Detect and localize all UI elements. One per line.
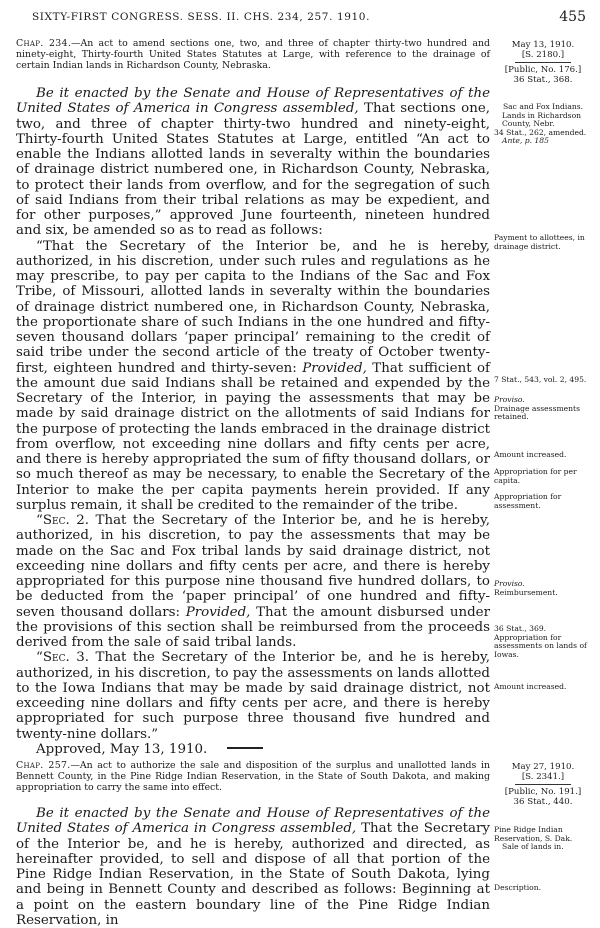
margin-stat-ref: 34 Stat., 262, amended. (494, 127, 587, 137)
margin-note-sac-fox (494, 103, 592, 146)
margin-sac-fox: Sac and Fox Indians. (502, 102, 584, 111)
section-2: “Sec. 2. That the Secretary of the Interior be, and he is hereby, authorized, in his discretion, to pay the assessments that may be made on the Sac and Fox tribal lands by said drainage district, not exceeding nine dollars and fifty cents per acre, and there is hereby appropriated for this purpose nine thousand five hundred dollars, to be deducted from the ‘paper principal’ of one hundred and fifty-seven thousand dollars: Provided, That the amount disbursed under the provisions of this section shall be reimbursed from the proceeds derived from the sale of said tribal lands. (16, 513, 490, 650)
section-2-text-b: That the amount disbursed under the provisions of this section shall be reimbursed from the proceeds derived from the sale of said tribal lands. (16, 604, 490, 650)
section-3-tag: Sec. 3. (42, 650, 90, 666)
section-3-text: That the Secretary of the Interior be, and he is hereby, authorized, in his discretion, to pay the assessments on lands allotted to the Iowa Indians that may be made by said drainage district, not exceeding nine dollars and fifty cents per acre, and there is hereby appropriated for such purpose three thousand five hundred and twenty-nine dollars.” (16, 650, 490, 742)
running-header (16, 9, 586, 27)
margin-note-proviso-2 (494, 580, 592, 597)
chapter-257-public: [Public, No. 191.] (504, 787, 582, 797)
margin-pine-ridge: Pine Ridge Indian Reservation, S. Dak. (494, 825, 573, 843)
margin-note-approp-capita: Appropriation for per capita. (494, 467, 577, 485)
enacting-italic-2: Be it enacted by the Senate and House of Representatives of the United States of America in Congress assembled, (16, 806, 490, 837)
chapter-234-title-block (16, 38, 490, 71)
margin-note-amount-increased: Amount increased. (494, 450, 567, 459)
chapter-234-stat: 36 Stat., 368. (513, 75, 573, 85)
chapter-257-dates (494, 762, 592, 807)
enacting-clause-2 (16, 806, 490, 928)
chapter-234-bill: [S. 2180.] (521, 50, 565, 60)
margin-drainage: Drainage assessments retained. (494, 403, 581, 422)
margin-ante: Ante, p. 185 (502, 136, 549, 146)
chapter-257-title (16, 760, 490, 793)
page-number: 455 (559, 9, 586, 25)
margin-lands: Lands in Richardson County, Nebr. (502, 110, 582, 129)
margin-note-iowas (494, 625, 592, 659)
margin-note-pine-ridge (494, 826, 592, 852)
paragraph-1: That sections one, two, and three of chapter thirty-two hundred and ninety-eight, Thirty-fourth United States Statutes at Large, entitled “An act to enable the Indians allotted lands in severalty within the boundaries of drainage district numbered one, in Richardson County, Nebraska, to protect their lands from overflow, and for the segregation of such of said Indians from their tribal relations as may be expedient, and for other purposes,” approved June fourteenth, nineteen hundred and six, be amended so as to read as follows: (16, 101, 490, 239)
chapter-257-body (16, 806, 490, 928)
margin-approp-iowas: Appropriation for assessments on lands of Iowas. (494, 632, 587, 659)
chapter-234-date: May 13, 1910. (511, 40, 575, 50)
margin-note-payment: Payment to allottees, in drainage district. (494, 233, 585, 251)
section-1-text-b: That sufficient of the amount due said Indians shall be retained and expended by the Secretary of the Interior, in paying the assessments that may be made by said drainage district on the allotments of said Indians for the purpose of protecting the lands embraced in the drainage district from overflow, not exceeding nine dollars and fifty cents per acre, and there is hereby appropriated the sum of fifty thousand dollars, or so much thereof as may be necessary, to enable the Secretary of the Interior to make the per capita payments herein provided. If any surplus remain, it shall be credited to the remainder of the tribe. (16, 360, 490, 513)
margin-note-amount-increased-2: Amount increased. (494, 682, 567, 691)
margin-note-description: Description. (494, 883, 542, 892)
chapter-257-title-text: —An act to authorize the sale and disposition of the surplus and unallotted lands in Bennett County, in the Pine Ridge Indian Reservation, in the State of South Dakota, and making appropriation to carry the same into effect. (16, 760, 490, 793)
chapter-234-public: [Public, No. 176.] (504, 65, 582, 75)
margin-note-stat7: 7 Stat., 543, vol. 2, 495. (494, 375, 587, 384)
chapter-257-date: May 27, 1910. (511, 762, 575, 772)
chapter-234-title (16, 38, 490, 71)
margin-note-proviso (494, 396, 592, 422)
chapter-257-stat: 36 Stat., 440. (513, 797, 573, 807)
approved-line: Approved, May 13, 1910. (36, 741, 208, 757)
running-head: SIXTY-FIRST CONGRESS. SESS. II. CHS. 234, 257. 1910. (32, 11, 371, 23)
chapter-257-tag: Chap. 257. (16, 760, 71, 771)
section-1-provided: Provided, (302, 360, 367, 376)
section-divider (227, 747, 263, 749)
chapter-234-dates (494, 40, 592, 85)
chapter-234-tag: Chap. 234. (16, 38, 72, 49)
margin-stat36: 36 Stat., 369. (494, 624, 547, 633)
date-divider (515, 62, 571, 63)
enacting-italic-1: Be it enacted by the Senate and House of Representatives of the United States of America in Congress assembled, (16, 86, 490, 117)
margin-sale: Sale of lands in. (502, 842, 564, 852)
section-1 (16, 239, 490, 514)
chapter-257-bill: [S. 2341.] (521, 772, 565, 782)
section-1-text-a: “That the Secretary of the Interior be, and he is hereby, authorized, in his discretion, under such rules and regulations as he may prescribe, to pay per capita to the Indians of the Sac and Fox Tribe, of Missouri, allotted lands in severalty within the boundaries of drainage district numbered one, in Richardson County, Nebraska, the proportionate share of such Indians in the one hundred and fifty-seven thousand dollars ‘paper principal’ remaining to the credit of said tribe under the second article of the treaty of October twenty-first, eighteen hundred and thirty-seven: (16, 238, 490, 376)
date-divider-2 (515, 784, 571, 785)
section-2-text-a: That the Secretary of the Interior be, and he is hereby, authorized, in his discretion, to pay the assessments that may be made on the Sac and Fox tribal lands by said drainage district, not exceeding nine dollars and fifty cents per acre, and there is hereby appropriated for this purpose nine thousand five hundred dollars, to be deducted from the ‘paper principal’ of one hundred and fifty-seven thousand dollars: (16, 513, 490, 620)
enacting-clause-1 (16, 86, 490, 239)
chapter-234-title-text: —An act to amend sections one, two, and three of chapter thirty-two hundred and ninety-eight, Thirty-fourth United States Statutes at Large, with reference to the drainage of certain Indian lands in Richardson County, Nebraska. (16, 38, 490, 71)
margin-proviso-2: Proviso. (494, 579, 525, 588)
section-3: “Sec. 3. That the Secretary of the Interior be, and he is hereby, authorized, in his discretion, to pay the assessments on lands allotted to the Iowa Indians that may be made by said drainage district, not exceeding nine dollars and fifty cents per acre, and there is hereby appropriated for such purpose three thousand five hundred and twenty-nine dollars.” (16, 650, 490, 742)
chapter-234-body (16, 86, 490, 757)
margin-reimbursement: Reimbursement. (494, 587, 558, 597)
section-2-provided: Provided, (185, 604, 251, 620)
paragraph-257-1: That the Secretary of the Interior be, and he is hereby, authorized and directed, as hereinafter provided, to sell and dispose of all that portion of the Pine Ridge Indian Reservation, in the State of South Dakota, lying and being in Bennett County and described as follows: Beginning at a point on the eastern boundary line of the Pine Ridge Indian Reservation, in (16, 821, 490, 928)
section-2-tag: Sec. 2. (42, 513, 90, 528)
margin-proviso: Proviso. (494, 395, 525, 404)
chapter-257-title-block (16, 760, 490, 793)
margin-note-approp-assess: Appropriation for assessment. (494, 492, 562, 510)
